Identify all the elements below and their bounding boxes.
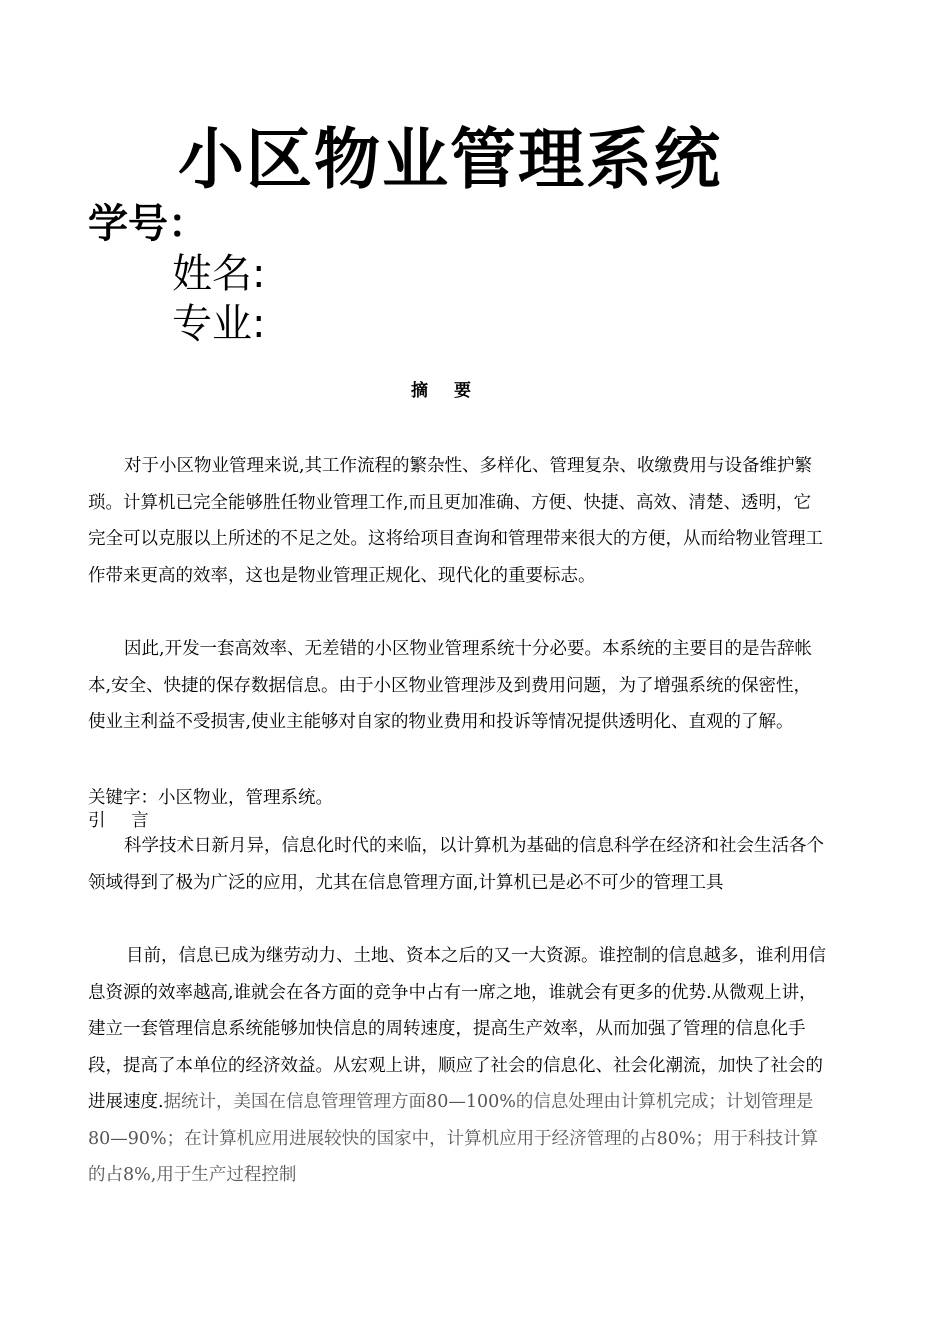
intro-paragraph-2	[88, 938, 828, 1194]
document-title: 小区物业管理系统	[178, 121, 722, 198]
keywords-line: 关键字：小区物业，管理系统。	[88, 788, 333, 808]
abstract-paragraph-1: 对于小区物业管理来说,其工作流程的繁杂性、多样化、管理复杂、收缴费用与设备维护繁琐。计算机已完全能够胜任物业管理工作,而且更加准确、方便、快捷、高效、清楚、透明，它完全可以克服以上所述的不足之处。这将给项目查询和管理带来很大的方便，从而给物业管理工作带来更高的效率，这也是物业管理正规化、现代化的重要标志。	[88, 456, 823, 586]
intro-paragraph-2-statistics: 据统计，美国在信息管理管理方面80—100%的信息处理由计算机完成；计划管理是80—90%；在计算机应用进展较快的国家中，计算机应用于经济管理的占80%；用于科技计算的占8%,用于生产过程控制	[88, 1092, 819, 1185]
student-id-label: 学号：	[88, 201, 208, 247]
introduction-heading: 引 言	[88, 811, 159, 831]
name-label: 姓名:	[172, 251, 266, 297]
intro-paragraph-2-main: 目前，信息已成为继劳动力、土地、资本之后的又一大资源。谁控制的信息越多，谁利用信息资源的效率越高,谁就会在各方面的竞争中占有一席之地，谁就会有更多的优势.从微观上讲，建立一套管理信息系统能够加快信息的周转速度，提高生产效率，从而加强了管理的信息化手段，提高了本单位的经济效益。从宏观上讲，顺应了社会的信息化、社会化潮流，加快了社会的进展速度.	[88, 946, 826, 1112]
major-label: 专业:	[172, 301, 266, 347]
intro-paragraph-1: 科学技术日新月异，信息化时代的来临，以计算机为基础的信息科学在经济和社会生活各个领域得到了极为广泛的应用，尤其在信息管理方面,计算机已是必不可少的管理工具	[88, 836, 824, 893]
abstract-heading: 摘 要	[411, 381, 481, 401]
abstract-paragraph-2: 因此,开发一套高效率、无差错的小区物业管理系统十分必要。本系统的主要目的是告辞帐本,安全、快捷的保存数据信息。由于小区物业管理涉及到费用问题，为了增强系统的保密性，使业主利益不受损害,使业主能够对自家的物业费用和投诉等情况提供透明化、直观的了解。	[88, 639, 813, 732]
